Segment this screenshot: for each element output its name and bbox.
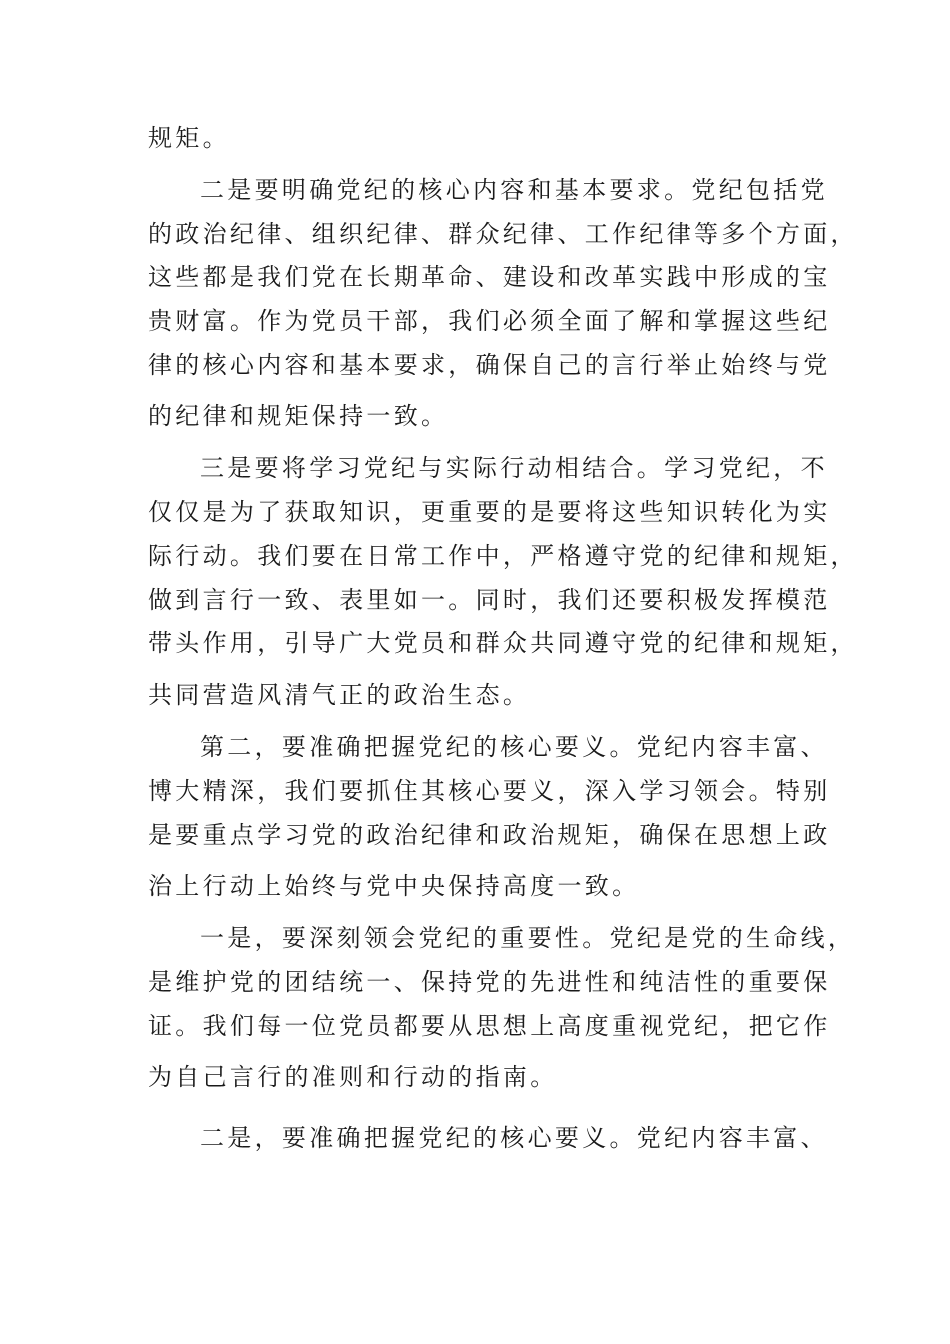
text-line: 规矩。 xyxy=(148,124,230,152)
text-line: 贵财富。作为党员干部，我们必须全面了解和掌握这些纪 xyxy=(148,307,831,335)
text-line: 律的核心内容和基本要求，确保自己的言行举止始终与党 xyxy=(148,351,831,379)
text-line: 治上行动上始终与党中央保持高度一致。 xyxy=(148,872,640,900)
text-line: 际行动。我们要在日常工作中，严格遵守党的纪律和规矩， xyxy=(148,542,858,570)
paragraph-start-line: 二是，要准确把握党纪的核心要义。党纪内容丰富、 xyxy=(200,1124,828,1152)
paragraph-start-line: 三是要将学习党纪与实际行动相结合。学习党纪，不 xyxy=(200,454,828,482)
paragraph-start-line: 一是，要深刻领会党纪的重要性。党纪是党的生命线， xyxy=(200,924,856,952)
text-line: 是要重点学习党的政治纪律和政治规矩，确保在思想上政 xyxy=(148,821,831,849)
paragraph-start-line: 二是要明确党纪的核心内容和基本要求。党纪包括党 xyxy=(200,176,828,204)
text-line: 仅仅是为了获取知识，更重要的是要将这些知识转化为实 xyxy=(148,498,831,526)
text-line: 博大精深，我们要抓住其核心要义，深入学习领会。特别 xyxy=(148,777,831,805)
text-line: 做到言行一致、表里如一。同时，我们还要积极发挥模范 xyxy=(148,586,831,614)
paragraph-start-line: 第二，要准确把握党纪的核心要义。党纪内容丰富、 xyxy=(200,733,828,761)
text-line: 这些都是我们党在长期革命、建设和改革实践中形成的宝 xyxy=(148,263,831,291)
text-line: 的政治纪律、组织纪律、群众纪律、工作纪律等多个方面， xyxy=(148,220,858,248)
text-line: 是维护党的团结统一、保持党的先进性和纯洁性的重要保 xyxy=(148,968,831,996)
text-line: 带头作用，引导广大党员和群众共同遵守党的纪律和规矩， xyxy=(148,629,858,657)
text-line: 的纪律和规矩保持一致。 xyxy=(148,402,449,430)
text-line: 共同营造风清气正的政治生态。 xyxy=(148,681,531,709)
text-line: 证。我们每一位党员都要从思想上高度重视党纪，把它作 xyxy=(148,1012,831,1040)
text-line: 为自己言行的准则和行动的指南。 xyxy=(148,1063,558,1091)
